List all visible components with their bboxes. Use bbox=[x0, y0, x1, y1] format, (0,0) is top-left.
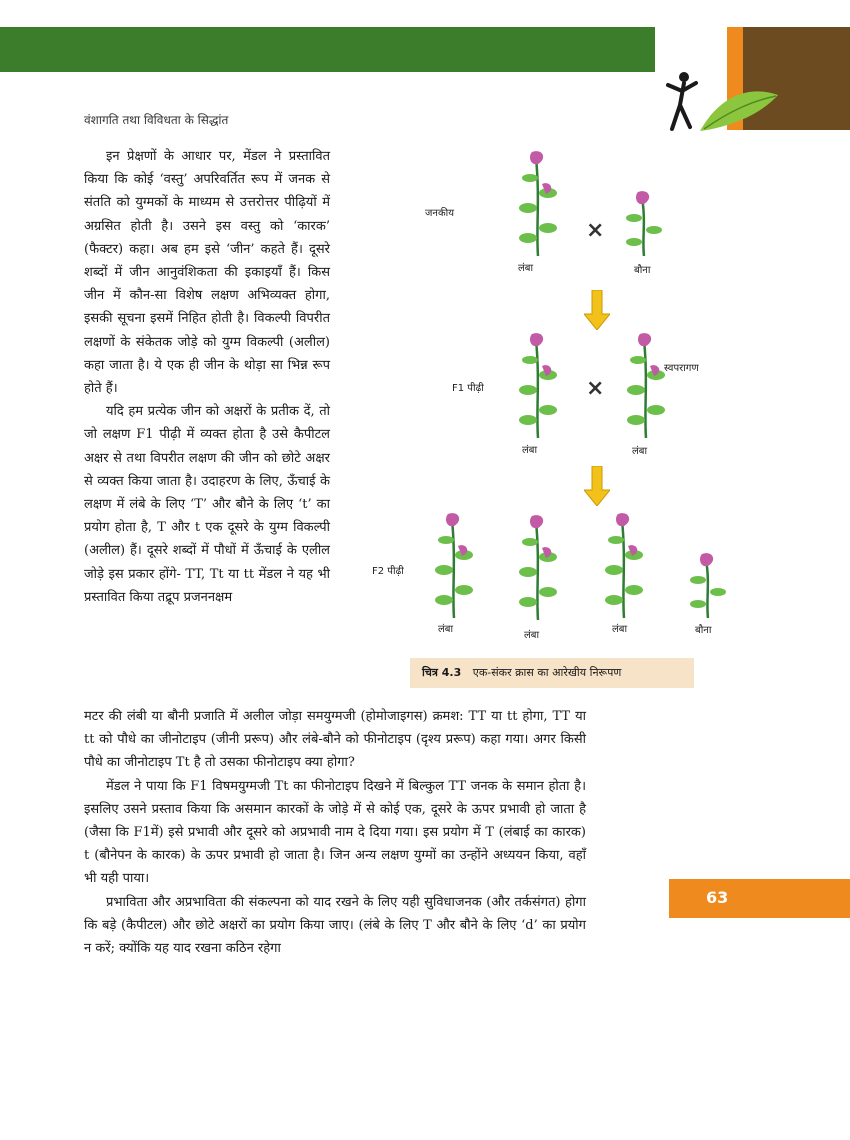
chapter-logo-icon bbox=[660, 65, 780, 137]
figure-caption bbox=[410, 658, 694, 688]
tall-plant-icon bbox=[624, 330, 668, 440]
running-head: वंशागति तथा विविधता के सिद्धांत bbox=[84, 113, 229, 127]
tall-plant-icon bbox=[602, 510, 646, 620]
body-text bbox=[84, 705, 586, 960]
cross-symbol: × bbox=[586, 376, 605, 401]
tall-label: लंबा bbox=[522, 445, 538, 456]
paragraph: मेंडल ने पाया कि F1 विषमयुग्मजी Tt का फीनोटाइप दिखने में बिल्कुल TT जनक के समान होता है। इसलिए उसने प्रस्ताव किया कि असमान कारकों के जोड़े में से कोई एक, दूसरे के ऊपर प्रभावी हो जाता है (जैसा कि F1में) इसे प्रभावी और दूसरे को अप्रभावी नाम दे दिया गया। इस प्रयोग में T (लंबाई का कारक) t (बौनेपन के कारक) के ऊपर प्रभावी हो जाता है। जिन अन्य लक्षण युग्मों का उन्होंने अध्ययन किया, वहाँ भी यही पाया। bbox=[84, 778, 586, 887]
figure-caption-text: एक-संकर क्रास का आरेखीय निरूपण bbox=[472, 666, 622, 679]
selfing-label: स्वपरागण bbox=[664, 363, 699, 374]
header-green-band bbox=[0, 27, 655, 72]
tall-label: लंबा bbox=[612, 624, 628, 635]
dwarf-plant-icon bbox=[624, 190, 664, 258]
paragraph: इन प्रेक्षणों के आधार पर, मेंडल ने प्रस्तावित किया कि कोई ‘वस्तु’ अपरिवर्तित रूप में जनक से संतति को युग्मकों के माध्यम से उत्तरोत्तर पीढ़ियों में अग्रसित होती है। उसने इस वस्तु को ‘कारक’ (फैक्टर) कहा। अब हम इसे ‘जीन’ कहते हैं। दूसरे शब्दों में जीन आनुवंशिकता की इकाइयाँ हैं। किस जीन में कौन-सा विशेष लक्षण अभिव्यक्त होगा, इसकी सूचना इसमें निहित होती है। विकल्पी विपरीत लक्षणों के संकेतक जोड़े को युग्म विकल्पी (अलील) कहा जाता है। ये एक ही जीन के थोड़ा सा भिन्न रूप होते हैं। bbox=[84, 149, 330, 397]
tall-plant-icon bbox=[516, 330, 560, 440]
tall-label: लंबा bbox=[438, 624, 454, 635]
page-number-tab bbox=[669, 879, 850, 918]
tall-label: लंबा bbox=[632, 446, 648, 457]
down-arrow-icon bbox=[584, 466, 610, 506]
dwarf-label: बौना bbox=[695, 625, 712, 636]
tall-label: लंबा bbox=[518, 263, 534, 274]
column-text bbox=[84, 145, 330, 609]
figure-number: चित्र 4.3 bbox=[422, 666, 462, 679]
paragraph: यदि हम प्रत्येक जीन को अक्षरों के प्रतीक दें, तो जो लक्षण F1 पीढ़ी में व्यक्त होता है उसे कैपीटल अक्षर से तथा विपरीत लक्षण की जीन को छोटे अक्षर से व्यक्त किया जाता है। उदाहरण के लिए, ऊँचाई के लक्षण में लंबे के लिए ‘T’ और बौने के लिए ‘t’ का प्रयोग होता है, T और t एक दूसरे के युग्म विकल्पी (अलील) हैं। दूसरे शब्दों में पौधों में ऊँचाई के एलील जोड़े इस प्रकार होंगे- TT, Tt या tt मेंडल ने यह भी प्रस्तावित किया तद्रूप प्रजननक्षम bbox=[84, 404, 330, 605]
tall-label: लंबा bbox=[524, 630, 540, 641]
down-arrow-icon bbox=[584, 290, 610, 330]
parental-label: जनकीय bbox=[425, 208, 455, 219]
dwarf-plant-icon bbox=[688, 552, 728, 620]
tall-plant-icon bbox=[516, 512, 560, 622]
tall-plant-icon bbox=[432, 510, 476, 620]
paragraph: प्रभाविता और अप्रभाविता की संकल्पना को याद रखने के लिए यही सुविधाजनक (और तर्कसंगत) होगा कि बड़े (कैपीटल) और छोटे अक्षरों का प्रयोग किया जाए। (लंबे के लिए T और बौने के लिए ‘d’ का प्रयोग न करें; क्योंकि यह याद रखना कठिन रहेगा bbox=[84, 894, 586, 957]
f1-label: F1 पीढ़ी bbox=[452, 383, 484, 394]
page-number: 63 bbox=[706, 888, 729, 907]
paragraph: मटर की लंबी या बौनी प्रजाति में अलील जोड़ा समयुग्मजी (होमोजाइगस) क्रमश: TT या tt होगा, TT या tt को पौधे का जीनोटाइप (जीनी प्ररूप) और लंबे-बौने को फीनोटाइप (दृश्य प्ररूप) कहा गया। अगर किसी पौधे का जीनोटाइप Tt है तो उसका फीनोटाइप क्या होगा? bbox=[84, 709, 586, 771]
dwarf-label: बौना bbox=[634, 265, 651, 276]
cross-symbol: × bbox=[586, 218, 605, 243]
f2-label: F2 पीढ़ी bbox=[372, 566, 404, 577]
tall-plant-icon bbox=[516, 148, 560, 258]
